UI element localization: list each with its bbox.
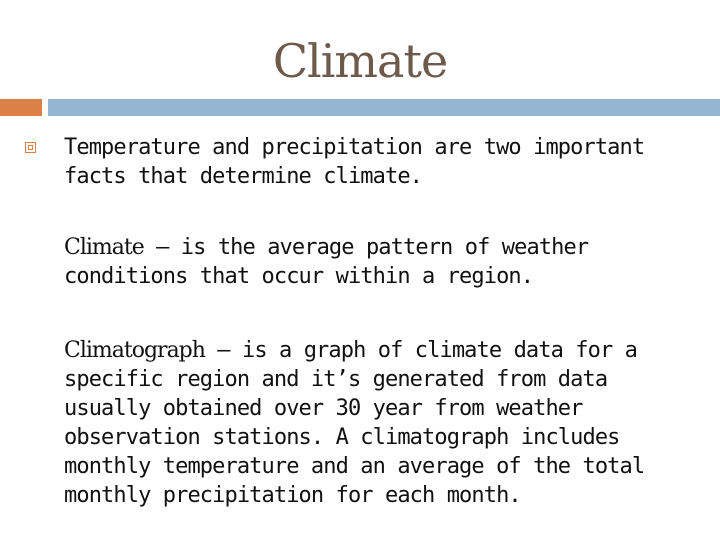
slide-title: Climate: [272, 34, 448, 88]
definition-text: – is a graph of climate data for a specific region and it’s generated from data usually obtained over 30 year from weather observation stations. A climatograph includes monthly temperature and an average of the total monthly precipitation for each month.: [64, 338, 645, 508]
accent-bar-blue: [48, 99, 720, 116]
paragraph-temperature-precipitation: [64, 133, 704, 191]
paragraph-text: Temperature and precipitation are two important facts that determine climate.: [64, 135, 645, 189]
paragraph-climate-definition: [64, 233, 704, 291]
term-climate: Climate: [64, 235, 144, 260]
hollow-square-bullet-icon: [25, 142, 36, 153]
paragraph-climatograph-definition: [64, 336, 704, 510]
term-climatograph: Climatograph: [64, 338, 205, 363]
definition-text: – is the average pattern of weather conditions that occur within a region.: [64, 235, 589, 289]
accent-bar-orange: [0, 99, 42, 116]
